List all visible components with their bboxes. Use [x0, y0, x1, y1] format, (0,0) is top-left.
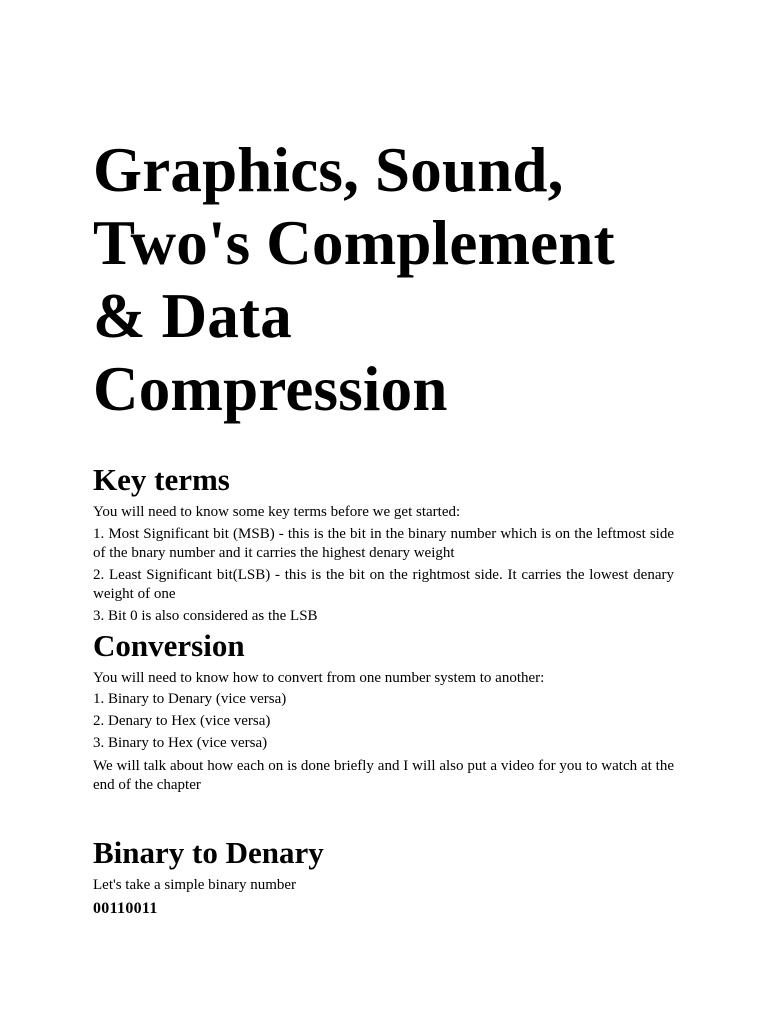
conversion-item-3: 3. Binary to Hex (vice versa) — [93, 735, 268, 751]
key-term-item-msb: 1. Most Significant bit (MSB) - this is the bit in the binary number which is on the leftmost side of the bnary number and it carries the highest denary weight — [93, 526, 674, 561]
title-line-3: & Data — [93, 281, 292, 351]
title-line-1: Graphics, Sound, — [93, 135, 564, 205]
key-terms-intro: You will need to know some key terms before we get started: — [93, 504, 461, 520]
conversion-intro: You will need to know how to convert from one number system to another: — [93, 670, 545, 686]
key-term-item-lsb: 2. Least Significant bit(LSB) - this is the bit on the rightmost side. It carries the lowest denary weight of one — [93, 567, 674, 602]
title-line-2: Two's Complement — [93, 208, 615, 278]
key-terms-heading: Key terms — [93, 462, 230, 497]
binary-example-number: 00110011 — [93, 900, 158, 917]
conversion-note: We will talk about how each on is done briefly and I will also put a video for you to watch at the end of the chapter — [93, 758, 674, 793]
binary-to-denary-heading: Binary to Denary — [93, 835, 324, 870]
key-term-item-bit0: 3. Bit 0 is also considered as the LSB — [93, 608, 318, 624]
title-line-4: Compression — [93, 354, 448, 424]
document-title — [93, 134, 674, 426]
conversion-item-1: 1. Binary to Denary (vice versa) — [93, 691, 287, 707]
conversion-heading: Conversion — [93, 628, 245, 663]
conversion-item-2: 2. Denary to Hex (vice versa) — [93, 713, 271, 729]
binary-to-denary-intro: Let's take a simple binary number — [93, 877, 297, 893]
